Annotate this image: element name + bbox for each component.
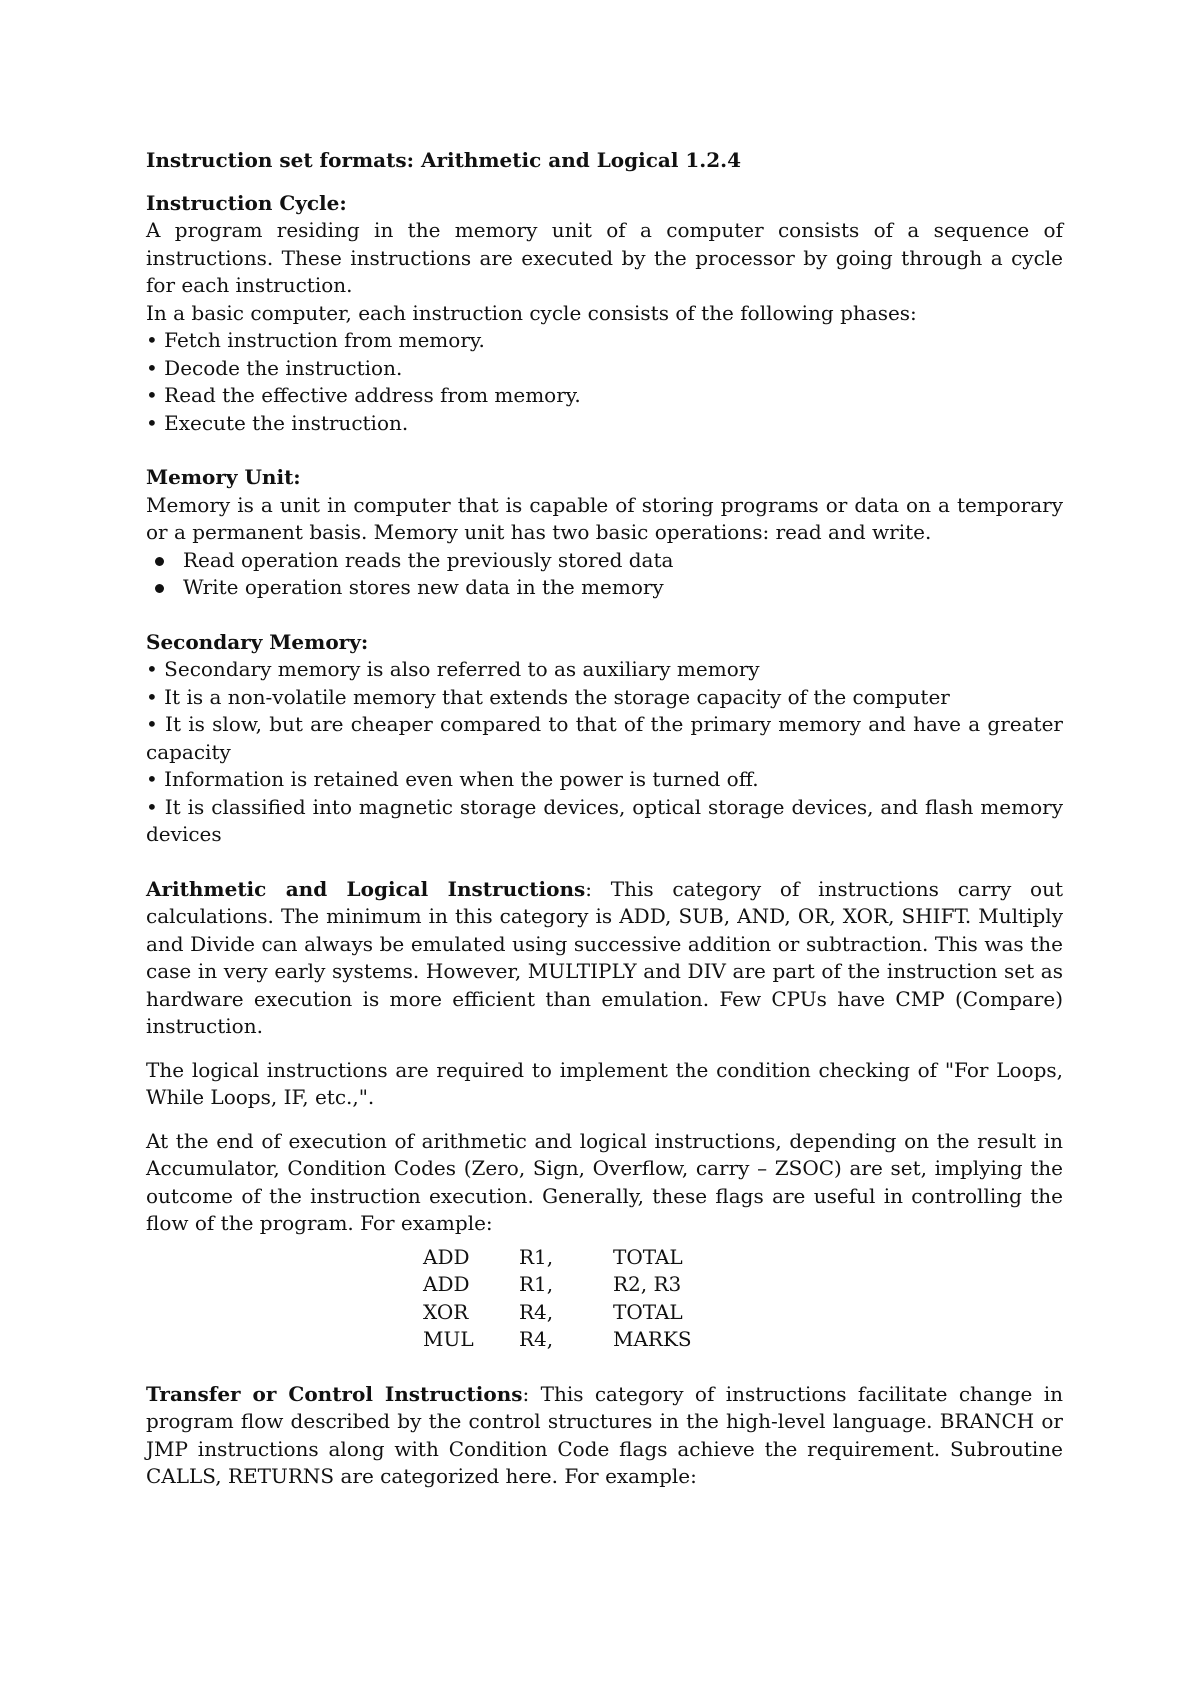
secondary-memory-section <box>146 629 1063 849</box>
document-page <box>146 147 1063 1491</box>
list-item-text: Read operation reads the previously stored data <box>183 547 674 572</box>
code-example-table <box>423 1244 692 1354</box>
instruction-cycle-section <box>146 190 1063 438</box>
opcode-cell: XOR <box>423 1299 469 1324</box>
operand-cell: R1, <box>519 1272 554 1296</box>
transfer-control-section <box>146 1381 1063 1491</box>
condition-codes-paragraph: At the end of execution of arithmetic and logical instructions, depending on the result in Accumulator, Condition Codes (Zero, Sign, Overflow, carry – ZSOC) are set, implying the outcome of the instruction execution. Generally, these flags are useful in controlling the flow of the program. For example: <box>146 1128 1063 1235</box>
list-item: • Decode the instruction. <box>146 355 403 380</box>
list-item: • Fetch instruction from memory. <box>146 328 485 352</box>
arithmetic-logical-heading: Arithmetic and Logical Instructions <box>146 876 586 901</box>
opcode-cell: ADD <box>423 1244 470 1269</box>
operand-cell: R2, R3 <box>613 1272 682 1296</box>
memory-unit-heading: Memory Unit: <box>146 465 301 489</box>
logical-instructions-paragraph: The logical instructions are required to implement the condition checking of "For Loops, While Loops, IF, etc.,". <box>146 1057 1063 1109</box>
operand-cell: TOTAL <box>613 1244 683 1269</box>
instruction-cycle-phase-list <box>146 327 1063 437</box>
operand-cell: MARKS <box>613 1327 692 1351</box>
list-item: • Secondary memory is also referred to as auxiliary memory <box>146 657 760 681</box>
table-row <box>423 1299 692 1327</box>
operand-cell: R4, <box>519 1299 554 1324</box>
arithmetic-logical-section <box>146 876 1063 1354</box>
table-row <box>423 1271 692 1299</box>
table-row <box>423 1326 692 1354</box>
list-item: • Read the effective address from memory. <box>146 383 581 407</box>
opcode-cell: ADD <box>423 1272 470 1296</box>
instruction-cycle-paragraph: A program residing in the memory unit of a computer consists of a sequence of instructions. These instructions are executed by the processor by going through a cycle for each instruction. <box>146 218 1063 297</box>
memory-unit-section <box>146 464 1063 602</box>
list-item <box>146 547 1063 575</box>
arithmetic-logical-paragraph <box>146 876 1063 1041</box>
operand-cell: R4, <box>519 1327 554 1351</box>
bullet-icon <box>155 557 164 566</box>
list-item: • It is classified into magnetic storage devices, optical storage devices, and flash memory devices <box>146 794 1063 846</box>
list-item: • It is slow, but are cheaper compared to that of the primary memory and have a greater capacity <box>146 712 1063 764</box>
document-title: Instruction set formats: Arithmetic and Logical 1.2.4 <box>146 148 742 172</box>
memory-unit-paragraph: Memory is a unit in computer that is capable of storing programs or data on a temporary or a permanent basis. Memory unit has two basic operations: read and write. <box>146 492 1063 544</box>
operand-cell: TOTAL <box>613 1299 683 1324</box>
secondary-memory-heading: Secondary Memory: <box>146 629 369 654</box>
list-item: • Execute the instruction. <box>146 410 409 435</box>
list-item <box>146 574 1063 602</box>
list-item: • Information is retained even when the power is turned off. <box>146 767 759 791</box>
opcode-cell: MUL <box>423 1327 474 1351</box>
instruction-cycle-phases-intro: In a basic computer, each instruction cycle consists of the following phases: <box>146 300 917 325</box>
operand-cell: R1, <box>519 1244 554 1269</box>
list-item-text: Write operation stores new data in the memory <box>183 575 664 599</box>
transfer-control-heading: Transfer or Control Instructions <box>146 1381 523 1406</box>
memory-operations-list <box>146 547 1063 602</box>
bullet-icon <box>155 584 164 593</box>
list-item: • It is a non-volatile memory that extends the storage capacity of the computer <box>146 684 950 709</box>
table-row <box>423 1244 692 1272</box>
arithmetic-logical-intro: : This category of instructions carry out calculations. The minimum in this category is ADD, SUB, AND, OR, XOR, SHIFT. Multiply and Divide can always be emulated using successive addition or subtraction. This was the case in very early systems. However, MULTIPLY and DIV are part of the instruction set as hardware execution is more efficient than emulation. Few CPUs have CMP (Compare) instruction. <box>146 876 1063 1038</box>
instruction-cycle-heading: Instruction Cycle: <box>146 190 347 215</box>
transfer-control-intro: : This category of instructions facilitate change in program flow described by the control structures in the high-level language. BRANCH or JMP instructions along with Condition Code flags achieve the requirement. Subroutine CALLS, RETURNS are categorized here. For example: <box>146 1381 1063 1488</box>
transfer-control-paragraph <box>146 1381 1063 1491</box>
